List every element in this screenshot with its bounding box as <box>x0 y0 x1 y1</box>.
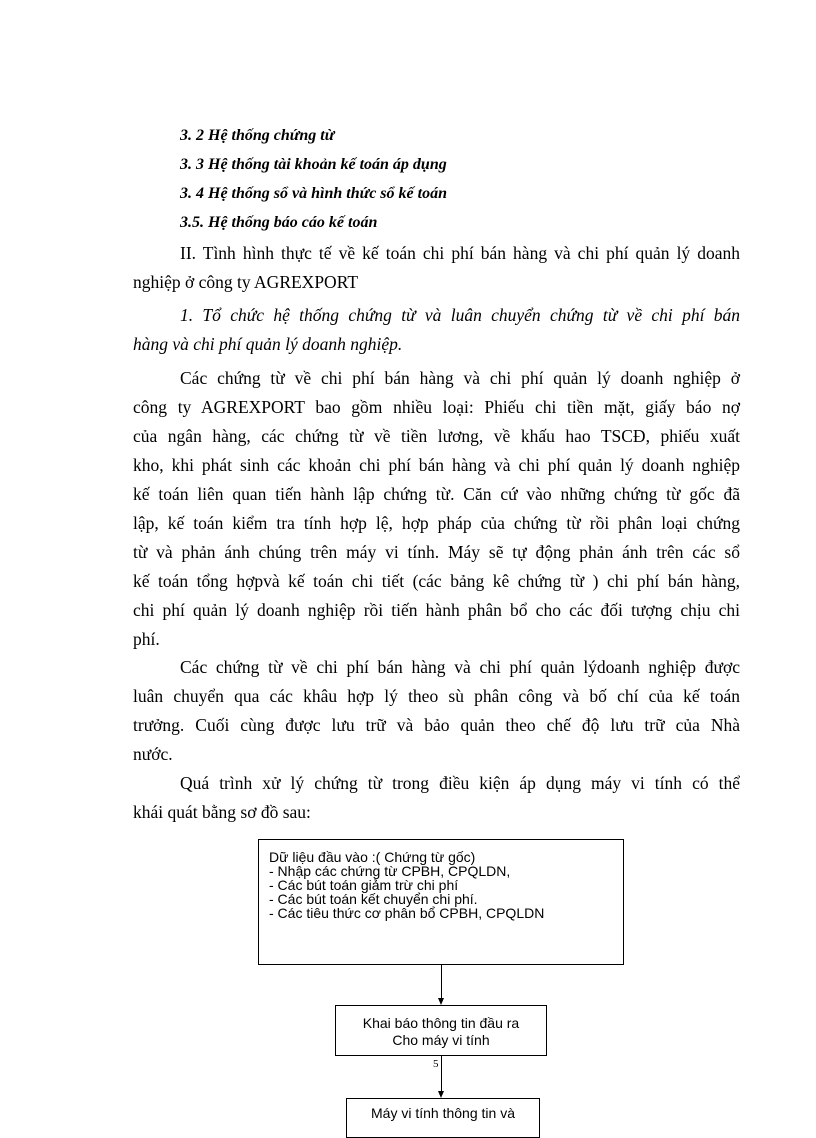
diagram-box-computer <box>346 1098 540 1138</box>
box3-line: Máy vi tính thông tin và <box>371 1105 515 1121</box>
diagram-connector <box>441 965 442 998</box>
subsection-1-line-1: 1. Tổ chức hệ thống chứng từ và luân chuyển chứng từ về chi phí bán <box>180 305 740 325</box>
box2-line: Cho máy vi tính <box>392 1032 490 1048</box>
paragraph-3-line: Quá trình xử lý chứng từ trong điều kiện áp dụng máy vi tính có thể <box>180 773 740 793</box>
paragraph-2-line: luân chuyển qua các khâu hợp lý theo sù phân công và bố chí của kế toán <box>133 686 740 706</box>
heading-3-2: 3. 2 Hệ thống chứng từ <box>180 127 335 144</box>
paragraph-2-line: nước. <box>133 744 173 764</box>
arrow-down-icon <box>438 1091 444 1098</box>
paragraph-2-line: Các chứng từ về chi phí bán hàng và chi phí quản lýdoanh nghiệp được <box>180 657 740 677</box>
box1-line: - Các bút toán kết chuyển chi phí. <box>269 891 478 907</box>
paragraph-1-line: kế toán tổng hợpvà kế toán chi tiết (các bảng kê chứng từ ) chi phí bán hàng, <box>133 571 740 591</box>
paragraph-1-line: lập, kế toán kiểm tra tính hợp lệ, hợp pháp của chứng từ rồi phân loại chứng <box>133 513 740 533</box>
paragraph-1-line: Các chứng từ về chi phí bán hàng và chi phí quản lý doanh nghiệp ở <box>180 368 740 388</box>
paragraph-1-line: công ty AGREXPORT bao gồm nhiều loại: Phiếu chi tiền mặt, giấy báo nợ <box>133 397 740 417</box>
page-number: 5 <box>433 1058 439 1070</box>
section-2-line-1: II. Tình hình thực tế về kế toán chi phí bán hàng và chi phí quản lý doanh <box>180 243 740 263</box>
subsection-1-line-2: hàng và chi phí quản lý doanh nghiệp. <box>133 334 403 354</box>
diagram-box-input-data <box>258 839 624 965</box>
diagram-box-output-config <box>335 1005 547 1056</box>
arrow-down-icon <box>438 998 444 1005</box>
paragraph-1-line: kho, khi phát sinh các khoản chi phí bán hàng và chi phí quản lý doanh nghiệp <box>133 455 740 475</box>
paragraph-2-line: trưởng. Cuối cùng được lưu trữ và bảo quản theo chế độ lưu trữ của Nhà <box>133 715 740 735</box>
heading-3-3: 3. 3 Hệ thống tài khoản kế toán áp dụng <box>180 156 447 173</box>
paragraph-3-line: khái quát bằng sơ đồ sau: <box>133 802 311 822</box>
diagram-connector <box>441 1056 442 1091</box>
section-2-line-2: nghiệp ở công ty AGREXPORT <box>133 272 359 292</box>
box2-line: Khai báo thông tin đầu ra <box>362 1015 520 1031</box>
box1-line: Dữ liệu đầu vào :( Chứng từ gốc) <box>269 849 476 865</box>
box1-line: - Nhập các chứng từ CPBH, CPQLDN, <box>269 863 511 879</box>
paragraph-1-line: chi phí quản lý doanh nghiệp rồi tiến hành phân bổ cho các đối tượng chịu chi <box>133 600 740 620</box>
box1-line: - Các bút toán giảm trừ chi phí <box>269 877 459 893</box>
paragraph-1-line: kế toán liên quan tiến hành lập chứng từ. Căn cứ vào những chứng từ gốc đã <box>133 484 740 504</box>
box1-line: - Các tiêu thức cơ phân bổ CPBH, CPQLDN <box>269 905 545 921</box>
paragraph-1-line: từ và phản ánh chúng trên máy vi tính. Máy sẽ tự động phản ánh trên các sổ <box>133 542 740 562</box>
heading-3-4: 3. 4 Hệ thống sổ và hình thức sổ kế toán <box>180 185 447 202</box>
paragraph-1-line: phí. <box>133 629 160 649</box>
paragraph-1-line: của ngân hàng, các chứng từ về tiền lương, về khấu hao TSCĐ, phiếu xuất <box>133 426 740 446</box>
heading-3-5: 3.5. Hệ thống báo cáo kế toán <box>180 214 378 231</box>
